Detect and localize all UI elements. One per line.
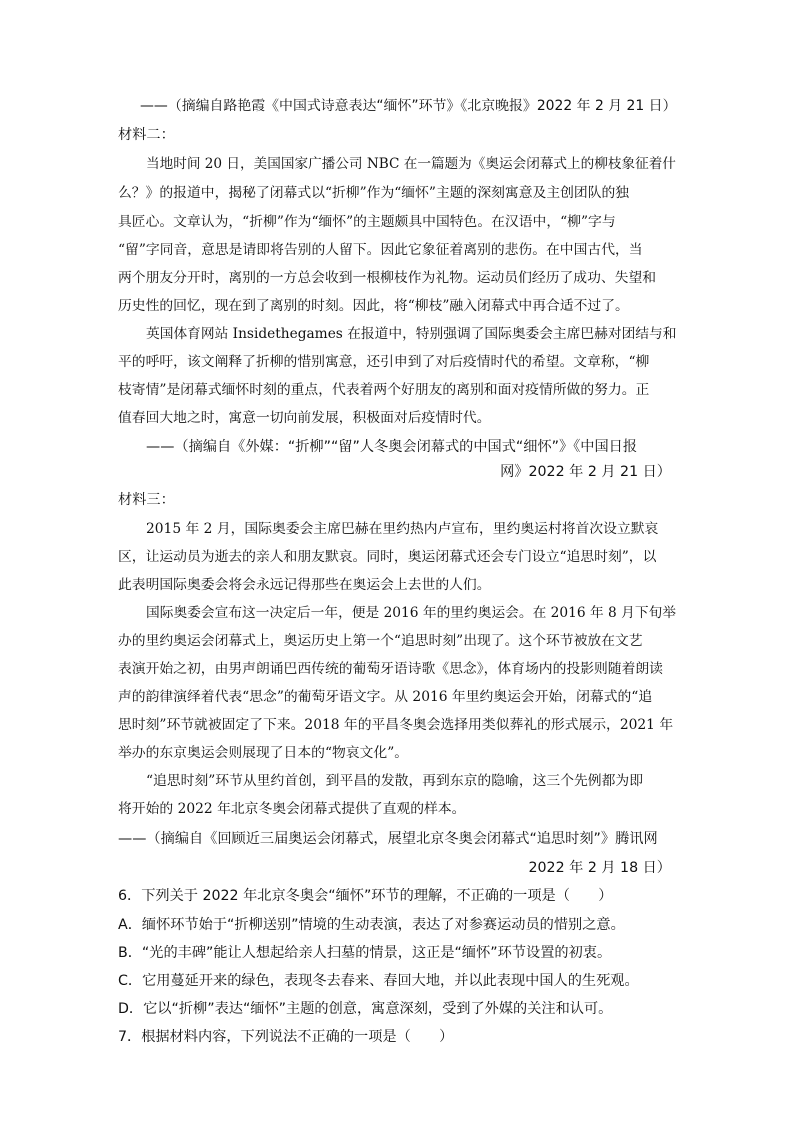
material-3-heading: 材料三： [118,492,175,508]
material-2-p2-line1: 英国体育网站 Insidethegames 在报道中，特别强调了国际奥委会主席巴赫对团结与和 [146,326,677,342]
material-2-p2-line2: 平的呼吁，该文阐释了折柳的惜别寓意，还引申到了对后疫情时代的希望。文章称，“柳 [118,354,650,370]
material-3-p2-line5: 思时刻”环节就被固定了下来。2018 年的平昌冬奥会选择用类似葬礼的形式展示，2021 年 [118,717,674,733]
material-3-p1-line1: 2015 年 2 月，国际奥委会主席巴赫在里约热内卢宣布，里约奥运村将首次设立默哀 [146,521,659,537]
material-3-p2-line3: 表演开始之初，由男声朗诵巴西传统的葡萄牙语诗歌《思念》，体育场内的投影则随着朗读 [118,661,663,677]
material-3-p3-line2: 将开始的 2022 年北京冬奥会闭幕式提供了直观的样本。 [118,801,466,817]
question-6-option-d: D．它以“折柳”表达“缅怀”主题的创意，寓意深刻，受到了外媒的关注和认可。 [118,1001,613,1017]
question-6-option-a: A．缅怀环节始于“折柳送别”情境的生动表演，表达了对参赛运动员的惜别之意。 [118,917,625,933]
question-6-stem: 6．下列关于 2022 年北京冬奥会“缅怀”环节的理解，不正确的一项是（ ） [118,888,613,904]
material-2-p2-line3: 枝寄情”是闭幕式缅怀时刻的重点，代表着两个好朋友的离别和面对疫情所做的努力。正 [118,382,650,398]
material-3-p2-line1: 国际奥委会宣布这一决定后一年，便是 2016 年的里约奥运会。在 2016 年 8 月下旬举 [146,605,677,621]
material-2-p1-line6: 历史性的回忆，现在到了离别的时刻。因此，将“柳枝”融入闭幕式中再合适不过了。 [118,298,629,314]
material-3-source-line2: 2022 年 2 月 18 日） [528,860,671,876]
material-3-p2-line4: 声的韵律演绎着代表“思念”的葡萄牙语文字。从 2016 年里约奥运会开始，闭幕式的“追 [118,689,653,705]
material-3-p1-line3: 此表明国际奥委会将会永远记得那些在奥运会上去世的人们。 [118,577,491,593]
material-2-p1-line3: 具匠心。文章认为，“折柳”作为“缅怀”的主题颇具中国特色。在汉语中，“柳”字与 [118,214,616,230]
material-2-source-line2: 网》2022 年 2 月 21 日） [500,464,671,480]
question-7-stem: 7．根据材料内容，下列说法不正确的一项是（ ） [118,1029,454,1045]
source-citation-1: ——（摘编自路艳霞《中国式诗意表达“缅怀”环节》《北京晚报》2022 年 2 月 21 日） [140,98,677,114]
material-2-p1-line5: 两个朋友分开时，离别的一方总会收到一根柳枝作为礼物。运动员们经历了成功、失望和 [118,270,657,286]
material-3-p2-line6: 举办的东京奥运会则展现了日本的“物哀文化”。 [118,745,409,761]
material-3-p2-line2: 办的里约奥运会闭幕式上，奥运历史上第一个“追思时刻”出现了。这个环节被放在文艺 [118,633,643,649]
material-3-p1-line2: 区，让运动员为逝去的亲人和朋友默哀。同时，奥运闭幕式还会专门设立“追思时刻”，以 [118,549,657,565]
question-6-option-c: C．它用蔓延开来的绿色，表现冬去春来、春回大地，并以此表现中国人的生死观。 [118,973,639,989]
material-3-source-line1: ——（摘编自《回顾近三届奥运会闭幕式，展望北京冬奥会闭幕式“追思时刻”》腾讯网 [118,831,658,847]
material-3-p3-line1: “追思时刻”环节从里约首创，到平昌的发散，再到东京的隐喻，这三个先例都为即 [146,773,643,789]
question-6-option-b: B．“光的丰碑”能让人想起给亲人扫墓的情景，这正是“缅怀”环节设置的初衷。 [118,945,612,961]
material-2-p1-line4: “留”字同音，意思是请即将告别的人留下。因此它象征着离别的悲伤。在中国古代，当 [118,242,643,258]
material-2-source-line1: ——（摘编自《外媒：“折柳”“留”人冬奥会闭幕式的中国式“细怀”》《中国日报 [146,439,638,455]
material-2-heading: 材料二： [118,127,175,143]
material-2-p1-line2: 么？》的报道中，揭秘了闭幕式以“折柳”作为“缅怀”主题的深刻寓意及主创团队的独 [118,185,630,201]
material-2-p1-line1: 当地时间 20 日，美国国家广播公司 NBC 在一篇题为《奥运会闭幕式上的柳枝象征着什 [146,156,676,172]
material-2-p2-line4: 值春回大地之时，寓意一切向前发展，积极面对后疫情时代。 [118,410,491,426]
